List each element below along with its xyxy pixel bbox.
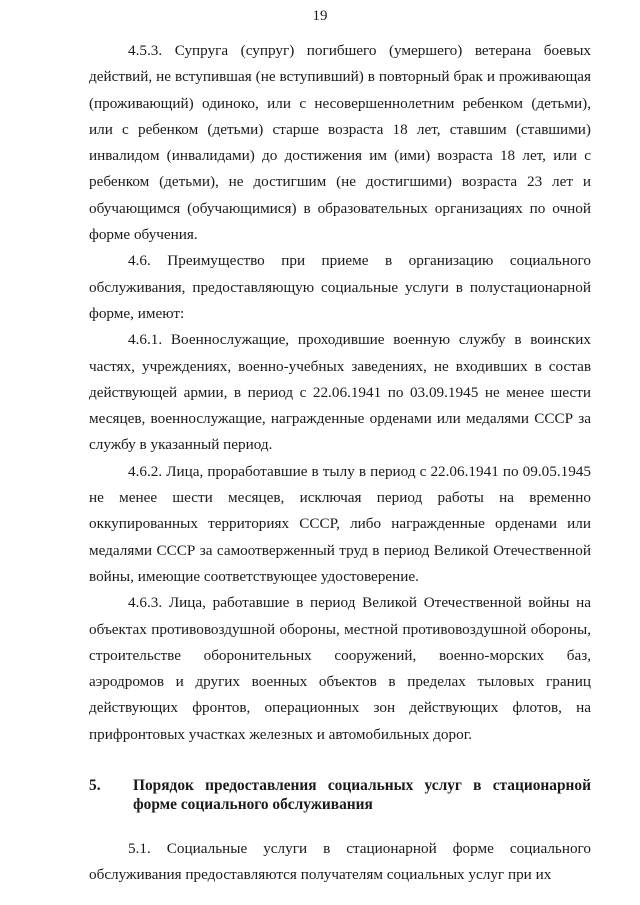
section-title: Порядок предоставления социальных услуг в стационарной форме социального обслуживания	[133, 777, 591, 814]
page-number: 19	[312, 8, 328, 24]
paragraph-5-1: 5.1. Социальные услуги в стационарной форме социального обслуживания предоставляются получателям социальных услуг при их	[89, 840, 591, 884]
paragraph-4-6-1: 4.6.1. Военнослужащие, проходившие военную службу в воинских частях, учреждениях, военно-учебных заведениях, не входивших в состав действующей армии, в период с 22.06.1941 по 03.09.1945 не менее шести месяцев, военнослужащие, награжденные орденами или медалями СССР за службу в указанный период.	[89, 331, 591, 454]
paragraph-4-6: 4.6. Преимущество при приеме в организацию социального обслуживания, предоставляющую социальные услуги в полустационарной форме, имеют:	[89, 252, 591, 322]
document-body	[89, 38, 591, 889]
paragraph-4-6-2: 4.6.2. Лица, проработавшие в тылу в период с 22.06.1941 по 09.05.1945 не менее шести месяцев, исключая период работы на временно оккупированных территориях СССР, либо награжденные орденами или медалями СССР за самоотверженный труд в период Великой Отечественной войны, имеющие соответствующее удостоверение.	[89, 462, 591, 585]
section-heading	[89, 776, 591, 814]
paragraph-4-6-3: 4.6.3. Лица, работавшие в период Великой Отечественной войны на объектах противовоздушной обороны, местной противовоздушной обороны, строительстве оборонительных сооружений, военно-морских баз, аэродромов и других военных объектов в пределах тыловых границ действующих фронтов, операционных зон действующих флотов, на прифронтовых участках железных и автомобильных дорог.	[89, 594, 591, 743]
paragraph-4-5-3: 4.5.3. Супруга (супруг) погибшего (умершего) ветерана боевых действий, не вступившая (не вступивший) в повторный брак и проживающая (проживающий) одиноко, или с несовершеннолетним ребенком (детьми), или с ребенком (детьми) старше возраста 18 лет, ставшим (ставшими) инвалидом (инвалидами) до достижения им (ими) возраста 18 лет, или с ребенком (детьми), не достигшим (не достигшими) возраста 23 лет и обучающимся (обучающимися) в образовательных организациях по очной форме обучения.	[89, 42, 591, 244]
section-number: 5.	[89, 777, 101, 795]
